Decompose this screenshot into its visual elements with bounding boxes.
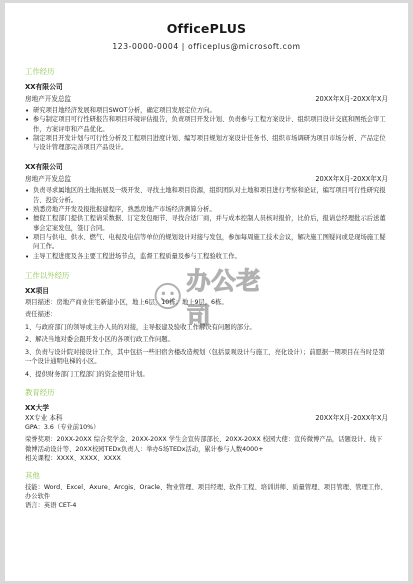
job-bullet: • 熟悉房地产开发及报批报建程序，熟悉房地产市场经济测算分析。 <box>25 205 388 214</box>
duty-item: 1、与政府部门的领导或主办人员的对接，主导报建及验收工作解决有问题的部分。 <box>25 323 256 331</box>
job-company: XX有限公司 <box>25 163 63 172</box>
project-description: 项目描述：房地产商业住宅新建小区，地上6层，10栋；地上9层，6栋。 <box>25 298 228 306</box>
job-bullet: • 项目与供电、供水、燃气、电视及电信等单位的规划设计对接与发包，参加每周施工技术会议，解决施工图疑问或是现场施工疑问工作。 <box>25 233 388 252</box>
duty-item: 4、提供财务部门工程部门的资金使用计划。 <box>25 370 149 378</box>
job-bullet: • 主导工程进度及各主要工程进场节点，监督工程质量及参与工程验收工作。 <box>25 252 388 261</box>
job-bullets <box>25 186 388 261</box>
job-bullet: • 擅促工程部门提供工程请采数据、订定发包细节、寻找合适厂商，并与成本控制人员核对报价，比价后，报请总经理批示后送董事会定案发包，签订合同。 <box>25 214 388 233</box>
job-entry <box>25 81 388 152</box>
job-bullet: • 制定项目开发计划与可行性分析及工程项目进度计划、编写项目规划方案设计任务书、组织市场调研为项目市场分析、产品定位与设计管理部完善项目产品设计。 <box>25 134 388 153</box>
education-honors: 荣誉奖项：20XX-20XX 综合奖学金、20XX-20XX 学生会宣传部部长、20XX-20XX 校园大使：宣传微博产品，话题设计、线下微博活动设计等、20XX校园TEDx负责人：举办5场TEDx活动，累计参与人数4000+ <box>25 436 383 453</box>
work-section-title: 工作经历 <box>25 67 55 76</box>
education-gpa: GPA：3.6（专业前10%） <box>25 423 100 431</box>
language-text: 语言：英语 CET-4 <box>25 502 77 510</box>
job-bullets <box>25 106 388 153</box>
skills-text: 技能：Word、Excel、Axure、Arcgis、Oracle、物业管理、项目经理、软件工程、培训讲师、质量管理、项目管理、管理工作、办公软件 <box>25 483 387 501</box>
job-company: XX有限公司 <box>25 83 63 91</box>
job-row <box>25 176 388 184</box>
job-period: 20XX年X月-20XX年X月 <box>315 175 388 184</box>
resume-page <box>5 3 408 581</box>
job-entry <box>25 161 388 260</box>
school-name: XX大学 <box>25 403 50 412</box>
other-section-title: 其他 <box>25 470 40 480</box>
watermark-text: 办公老司 <box>186 267 262 330</box>
job-position: 房地产开发总监 <box>25 95 72 103</box>
job-bullet: • 负责寻求属地区的土地拓展及一级开发、寻找土地和项目资源，组织团队对土地和项目进行考察和论证，编写项目可行性研究报告、投资分析。 <box>25 186 388 205</box>
education-section-title: 教育经历 <box>25 387 55 397</box>
project-name: XX项目 <box>25 286 50 295</box>
education-row <box>25 415 388 423</box>
job-period: 20XX年X月-20XX年X月 <box>315 95 388 103</box>
education-period: 20XX年X月-20XX年X月 <box>315 413 388 422</box>
projects-section-title: 工作以外经历 <box>25 270 70 280</box>
education-major: XX专业 本科 <box>25 413 63 422</box>
duty-item: 2、解决当地对委会跟开发小区的各项行政工作问题。 <box>25 336 174 344</box>
job-position: 房地产开发总监 <box>25 175 72 184</box>
job-bullet: • 研究项目地经济发展和项目SWOT分析，确定项目发展定位方向。 <box>25 106 388 115</box>
contact-line: 123-0000-0004 | officeplus@microsoft.com <box>112 42 301 51</box>
duties-label: 责任描述： <box>25 311 57 319</box>
job-row <box>25 96 388 104</box>
duty-item: 3、负责与设计院对接设计工作，其中包括一些旧宿舍楼改造规划（包括景观设计与施工，亮化设计）；前愿据一期项目在当时是第一个设计通明电梯的小区。 <box>25 348 385 366</box>
resume-name: OfficePLUS <box>166 21 247 36</box>
education-courses: 相关课程：XXXX、XXXX、XXXX <box>25 455 121 463</box>
job-bullet: • 参与制定项目可行性研报告和项目环境评估报告，负责项目开发计划、负责参与工程方案设计、组织项目设计交底和图纸会审工作，方案评审和产品优化。 <box>25 115 388 134</box>
